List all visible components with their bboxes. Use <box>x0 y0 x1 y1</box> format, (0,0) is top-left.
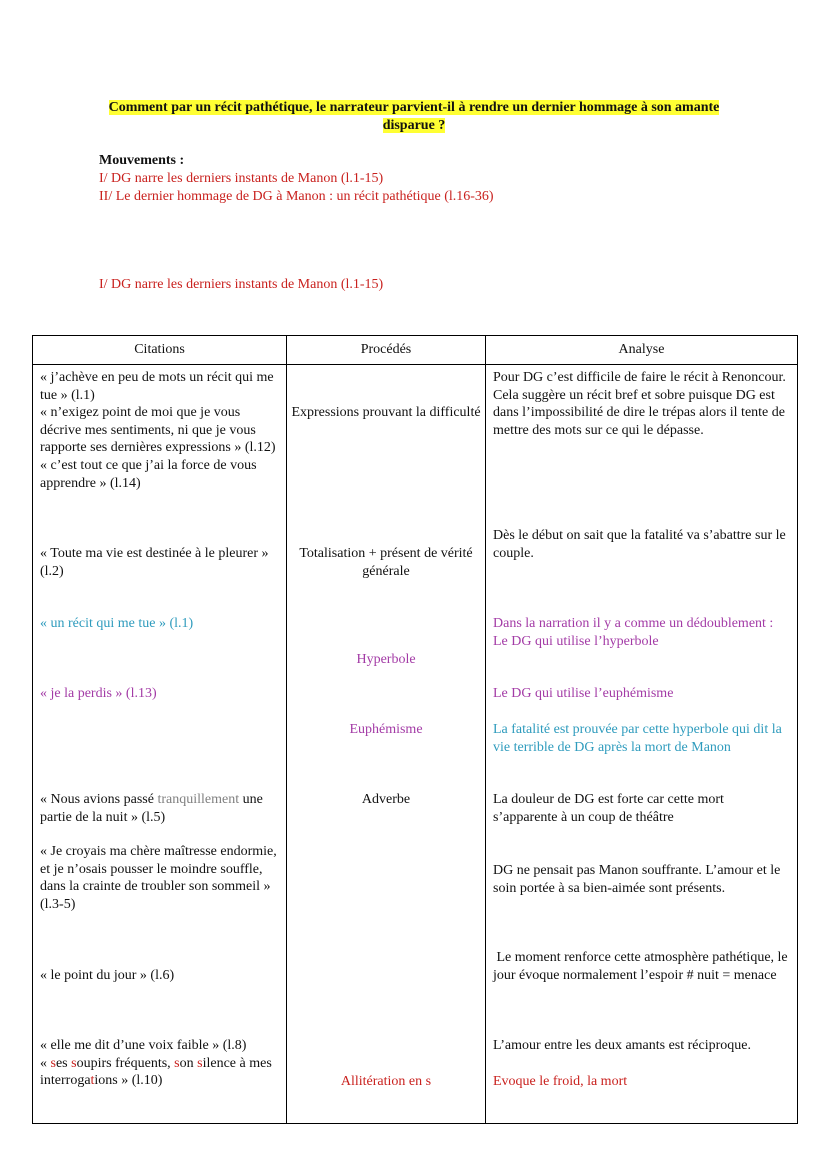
citation: « Nous avions passé tranquillement une partie de la nuit » (l.5) <box>40 792 263 825</box>
citation: « le point du jour » (l.6) <box>40 968 175 983</box>
analysis: La douleur de DG est forte car cette mort s’apparente à un coup de théâtre <box>493 792 724 825</box>
analysis: Le DG qui utilise l’euphémisme <box>493 686 674 701</box>
analyse-cell <box>486 365 798 1124</box>
procede: Adverbe <box>361 792 411 807</box>
analysis: Dès le début on sait que la fatalité va s’abattre sur le couple. <box>493 528 786 561</box>
analysis: DG ne pensait pas Manon souffrante. L’amour et le soin portée à sa bien-aimée sont présents. <box>493 863 781 896</box>
citation-group-2 <box>40 1037 280 1090</box>
citations-cell <box>33 365 287 1124</box>
analysis-group-1 <box>493 369 791 439</box>
question-highlight: Comment par un récit pathétique, le narrateur parvient-il à rendre un dernier hommage à son amante disparue ? <box>108 100 720 133</box>
analysis: Cela suggère un récit bref et sobre puisque DG est dans l’impossibilité de dire le trépas alors il tente de mettre des mots sur ce qui le dépasse. <box>493 387 785 438</box>
procedes-cell <box>287 365 486 1124</box>
procede: Euphémisme <box>349 722 423 737</box>
analysis: La fatalité est prouvée par cette hyperbole qui dit la vie terrible de DG après la mort de Manon <box>493 722 782 755</box>
procede: Expressions prouvant la difficulté <box>291 405 481 420</box>
citation: « Toute ma vie est destinée à le pleurer » (l.2) <box>40 546 269 579</box>
citation: « un récit qui me tue » (l.1) <box>40 616 194 631</box>
procede: Allitération en s <box>340 1074 432 1089</box>
analysis: Pour DG c’est difficile de faire le récit à Renoncour. <box>493 370 786 385</box>
citation-group-1 <box>40 369 280 492</box>
header-procedes: Procédés <box>287 336 486 365</box>
citation: « je la perdis » (l.13) <box>40 686 157 701</box>
analysis-table <box>32 335 798 1124</box>
analysis: Le moment renforce cette atmosphère pathétique, le jour évoque normalement l’espoir # nuit = menace <box>493 950 792 983</box>
procede: Totalisation + présent de vérité générale <box>299 546 473 579</box>
analysis: L’amour entre les deux amants est réciproque. <box>493 1038 752 1053</box>
movement-item-2: II/ Le dernier hommage de DG à Manon : un récit pathétique (l.16-36) <box>99 189 494 204</box>
header-analyse: Analyse <box>486 336 798 365</box>
analysis-group-2 <box>493 615 791 650</box>
analysis: Le DG qui utilise l’hyperbole <box>493 633 659 649</box>
citation: « n’exigez point de moi que je vous décrive mes sentiments, ni que je vous rapporte ses dernières expressions » (l.12) <box>40 405 276 456</box>
citation: « c’est tout ce que j’ai la force de vous apprendre » (l.14) <box>40 457 257 491</box>
header-citations: Citations <box>33 336 287 365</box>
analysis: Dans la narration il y a comme un dédoublement : <box>493 616 774 631</box>
table-body-row <box>33 365 798 1124</box>
procede: Hyperbole <box>356 652 416 667</box>
section-title: I/ DG narre les derniers instants de Manon (l.1-15) <box>99 277 384 292</box>
citation: « elle me dit d’une voix faible » (l.8) <box>40 1038 247 1053</box>
analysis: Evoque le froid, la mort <box>493 1074 628 1089</box>
citation: « Je croyais ma chère maîtresse endormie, et je n’osais pousser le moindre souffle, dans la crainte de troubler son sommeil » (l.3-5) <box>40 844 277 912</box>
guiding-question <box>90 99 738 134</box>
movements-heading: Mouvements : <box>99 153 185 168</box>
citation: « j’achève en peu de mots un récit qui me tue » (l.1) <box>40 370 274 403</box>
movement-item-1: I/ DG narre les derniers instants de Manon (l.1-15) <box>99 171 384 186</box>
table-header-row <box>33 336 798 365</box>
citation-alliteration: « ses soupirs fréquents, son silence à mes interrogations » (l.10) <box>40 1055 272 1089</box>
